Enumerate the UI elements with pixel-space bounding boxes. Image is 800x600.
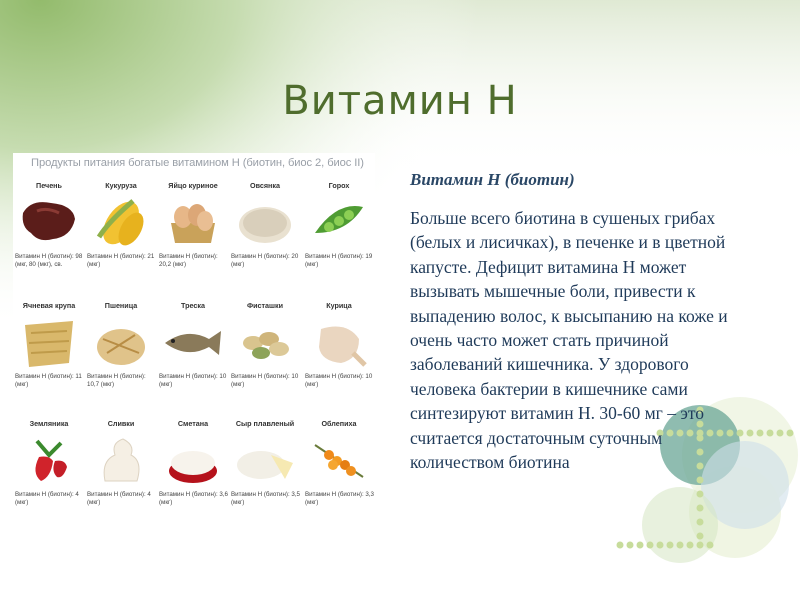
food-biotin-value: Витамин Н (биотин): 21 (мкг) [87, 253, 155, 268]
slide-body-text: Больше всего биотина в сушеных грибах (белых и лисичках), в печенке и в цветной капусте. Дефицит витамина Н может вызывать мышечные боли, привести к выпадению волос, к высыпанию на коже и очень часто может стать причиной заболеваний кишечника. У здорового человека бактерии в кишечнике сами синтезируют витамин Н. 30-60 мг – это считается достаточным суточным количеством биотина [410, 208, 728, 473]
cod-icon [161, 313, 225, 371]
food-biotin-value: Витамин Н (биотин): 4 (мкг) [87, 491, 151, 506]
food-cell [229, 419, 301, 531]
food-cell [303, 301, 375, 413]
food-cell [157, 301, 229, 413]
cheese-icon [233, 431, 297, 489]
food-cell [303, 419, 375, 531]
barley-icon [17, 313, 81, 371]
food-name: Фисташки [246, 301, 284, 310]
food-name: Сливки [107, 419, 135, 428]
food-cell [85, 181, 157, 293]
slide-subtitle: Витамин Н (биотин) [410, 170, 575, 189]
food-name: Сыр плавленый [235, 419, 295, 428]
food-cell [303, 181, 375, 293]
chicken-icon [307, 313, 371, 371]
pistachio-icon [233, 313, 297, 371]
food-cell [85, 419, 157, 531]
food-name: Овсянка [250, 181, 280, 190]
food-name: Земляника [29, 419, 69, 428]
food-cell [13, 181, 85, 293]
food-name: Печень [36, 181, 62, 190]
sea-buckthorn-icon [307, 431, 371, 489]
food-cell [157, 181, 229, 293]
food-name: Яйцо куриное [168, 181, 218, 190]
oatmeal-icon [233, 193, 297, 251]
food-cell [157, 419, 229, 531]
peas-icon [307, 193, 371, 251]
food-biotin-value: Витамин Н (биотин): 19 (мкг) [305, 253, 373, 268]
liver-icon [17, 193, 81, 251]
food-name: Ячневая крупа [22, 301, 76, 310]
food-table-image [13, 153, 375, 527]
food-table-heading: Продукты питания богатые витамином Н (биотин, биос 2, биос II) [31, 157, 364, 169]
food-name: Горох [328, 181, 350, 190]
food-cell [13, 419, 85, 531]
food-biotin-value: Витамин Н (биотин): 3,3 (мкг) [305, 491, 374, 506]
food-biotin-value: Витамин Н (биотин): 4 (мкг) [15, 491, 79, 506]
food-biotin-value: Витамин Н (биотин): 10 (мкг) [305, 373, 373, 388]
sour-cream-icon [161, 431, 225, 489]
wheat-icon [89, 313, 153, 371]
food-name: Курица [326, 301, 352, 310]
food-biotin-value: Витамин Н (биотин): 20 (мкг) [231, 253, 299, 268]
food-cell [229, 181, 301, 293]
food-biotin-value: Витамин Н (биотин): 20,2 (мкг) [159, 253, 218, 268]
food-name: Облепиха [321, 419, 357, 428]
food-biotin-value: Витамин Н (биотин): 10,7 (мкг) [87, 373, 146, 388]
food-biotin-value: Витамин Н (биотин): 3,5 (мкг) [231, 491, 300, 506]
food-name: Кукуруза [105, 181, 137, 190]
food-biotin-value: Витамин Н (биотин): 98 (мкг, 80 (мкг), св. [15, 253, 83, 268]
slide-title: Витамин Н [282, 78, 518, 124]
corn-icon [89, 193, 153, 251]
egg-icon [161, 193, 225, 251]
food-cell [13, 301, 85, 413]
food-cell [85, 301, 157, 413]
food-name: Сметана [177, 419, 209, 428]
food-biotin-value: Витамин Н (биотин): 3,6 (мкг) [159, 491, 228, 506]
food-name: Треска [180, 301, 205, 310]
food-cell [229, 301, 301, 413]
strawberry-icon [17, 431, 81, 489]
food-biotin-value: Витамин Н (биотин): 10 (мкг) [231, 373, 299, 388]
cream-icon [89, 431, 153, 489]
food-biotin-value: Витамин Н (биотин): 10 (мкг) [159, 373, 227, 388]
food-name: Пшеница [104, 301, 138, 310]
food-biotin-value: Витамин Н (биотин): 11 (мкг) [15, 373, 82, 388]
